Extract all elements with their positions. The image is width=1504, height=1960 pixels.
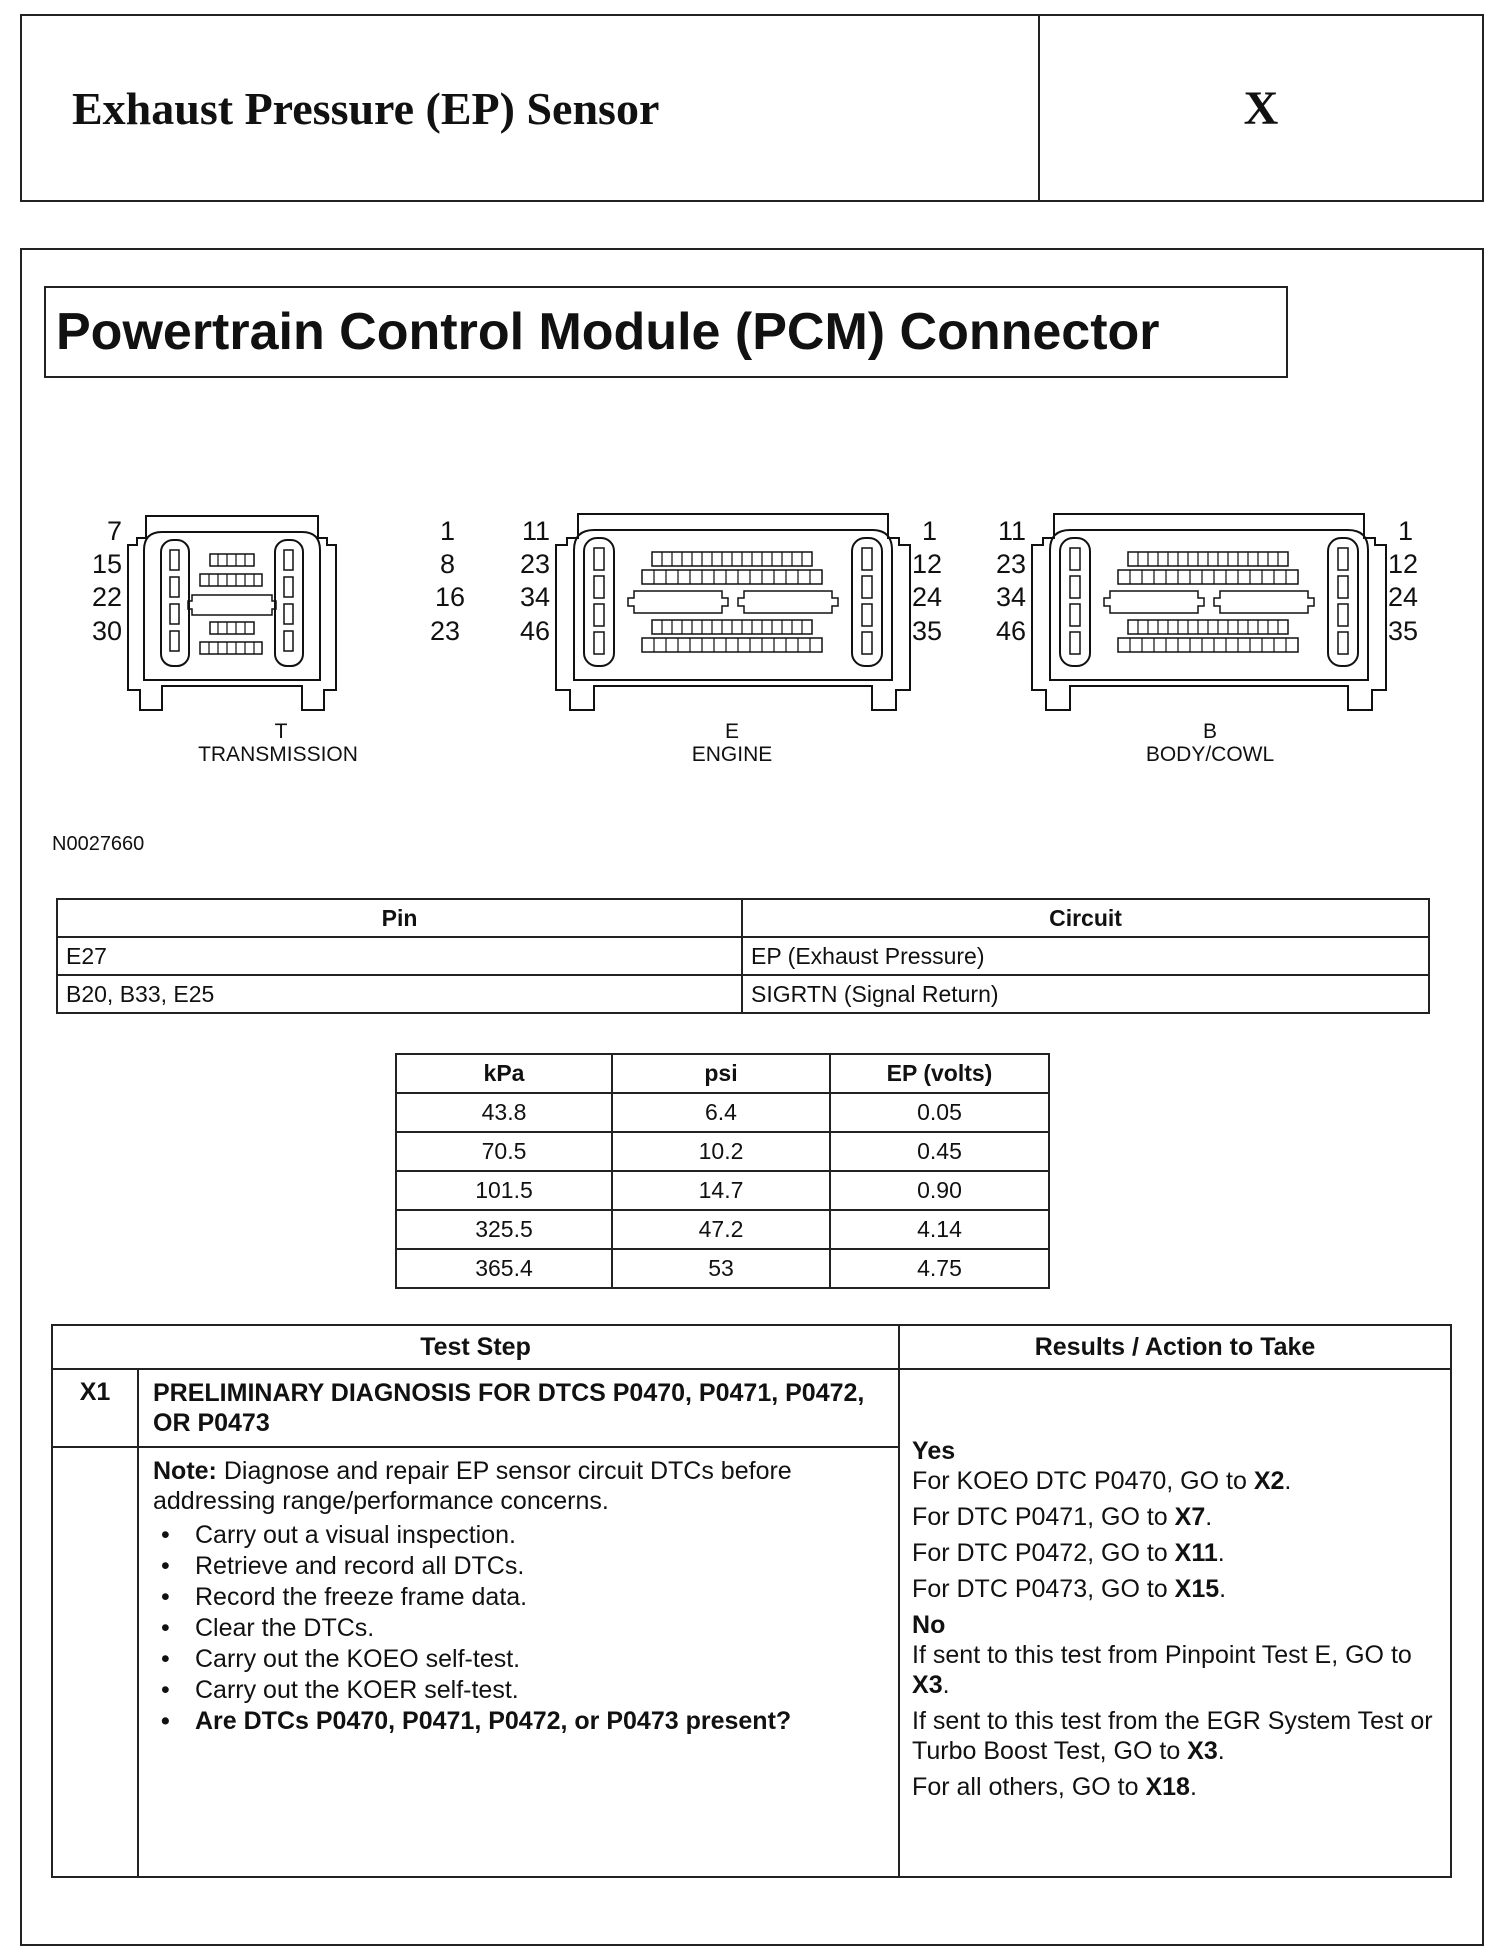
connector-letter: B — [1202, 720, 1218, 743]
pin-label: 12 — [912, 549, 943, 579]
pin-label: 1 — [440, 516, 456, 546]
column-header-test-step: Test Step — [52, 1325, 899, 1369]
volts-cell: 0.90 — [830, 1171, 1049, 1210]
test-step-table — [51, 1324, 1452, 1878]
list-item: • Retrieve and record all DTCs. — [153, 1551, 884, 1582]
pin-label: 11 — [521, 516, 550, 546]
psi-cell: 6.4 — [612, 1093, 830, 1132]
pin-label: 7 — [106, 516, 122, 546]
list-item: • Carry out a visual inspection. — [153, 1520, 884, 1551]
volts-cell: 4.75 — [830, 1249, 1049, 1288]
connector-letter: T — [274, 720, 288, 743]
table-row — [57, 975, 1429, 1013]
pin-label: 15 — [91, 549, 122, 579]
kpa-cell: 101.5 — [396, 1171, 612, 1210]
kpa-cell: 325.5 — [396, 1210, 612, 1249]
volts-cell: 4.14 — [830, 1210, 1049, 1249]
list-item: • Clear the DTCs. — [153, 1613, 884, 1644]
table-row — [396, 1210, 1049, 1249]
step-title: PRELIMINARY DIAGNOSIS FOR DTCS P0470, P0471, P0472, OR P0473 — [138, 1369, 899, 1447]
kpa-cell: 43.8 — [396, 1093, 612, 1132]
list-item: • Carry out the KOER self-test. — [153, 1675, 884, 1706]
connector-name: BODY/COWL — [1145, 743, 1275, 766]
pin-label: 1 — [922, 516, 938, 546]
body-cowl-connector — [996, 514, 1418, 766]
pin-label: 16 — [435, 582, 466, 612]
table-row — [396, 1249, 1049, 1288]
result-item: If sent to this test from Pinpoint Test E, GO to X3. — [912, 1641, 1412, 1699]
pin-label: 23 — [430, 616, 461, 646]
result-item: For DTC P0471, GO to X7. — [912, 1503, 1213, 1531]
step-list — [153, 1520, 884, 1737]
volts-cell: 0.45 — [830, 1132, 1049, 1171]
kpa-cell: 365.4 — [396, 1249, 612, 1288]
column-header-kpa: kPa — [396, 1054, 612, 1093]
note: Note: Diagnose and repair EP sensor circuit DTCs before addressing range/performance concerns. — [153, 1457, 792, 1515]
column-header-psi: psi — [612, 1054, 830, 1093]
psi-cell: 47.2 — [612, 1210, 830, 1249]
column-header-ep-volts: EP (volts) — [830, 1054, 1049, 1093]
psi-cell: 10.2 — [612, 1132, 830, 1171]
pin-label: 8 — [440, 549, 456, 579]
document-code: X — [1243, 81, 1279, 135]
circuit-cell: EP (Exhaust Pressure) — [742, 937, 1429, 975]
section-title: Powertrain Control Module (PCM) Connector — [44, 286, 1288, 378]
psi-cell: 14.7 — [612, 1171, 830, 1210]
result-item: If sent to this test from the EGR System Test or Turbo Boost Test, GO to X3. — [912, 1707, 1433, 1765]
no-label: No — [912, 1611, 946, 1639]
pin-label: 11 — [997, 516, 1026, 546]
result-item: For DTC P0472, GO to X11. — [912, 1539, 1225, 1567]
table-row — [396, 1132, 1049, 1171]
step-body — [138, 1447, 899, 1877]
connector-name: TRANSMISSION — [198, 743, 358, 766]
kpa-cell: 70.5 — [396, 1132, 612, 1171]
connector-letter: E — [724, 720, 740, 743]
pin-label: 23 — [519, 549, 550, 579]
document-header — [20, 14, 1484, 202]
table-row — [57, 937, 1429, 975]
pin-label: 35 — [912, 616, 943, 646]
column-header-circuit: Circuit — [742, 899, 1429, 937]
result-item: For DTC P0473, GO to X15. — [912, 1575, 1227, 1603]
pin-circuit-table — [56, 898, 1430, 1014]
table-row — [396, 1171, 1049, 1210]
document-title: Exhaust Pressure (EP) Sensor — [22, 16, 1040, 200]
column-header-pin: Pin — [57, 899, 742, 937]
pressure-voltage-table — [395, 1053, 1050, 1289]
volts-cell: 0.05 — [830, 1093, 1049, 1132]
pin-label: 34 — [995, 582, 1026, 612]
engine-connector — [520, 514, 942, 766]
pin-label: 46 — [995, 616, 1026, 646]
transmission-connector — [92, 516, 465, 766]
pcm-connector-diagram — [22, 250, 1482, 810]
pin-label: 35 — [1388, 616, 1419, 646]
pin-label: 46 — [519, 616, 550, 646]
pin-label: 22 — [91, 582, 122, 612]
pin-label: 12 — [1388, 549, 1419, 579]
pin-label: 34 — [519, 582, 550, 612]
result-item: For all others, GO to X18. — [912, 1773, 1197, 1801]
step-id-spacer — [52, 1447, 138, 1877]
pin-label: 24 — [1388, 582, 1419, 612]
psi-cell: 53 — [612, 1249, 830, 1288]
table-row — [396, 1093, 1049, 1132]
result-item: For KOEO DTC P0470, GO to X2. — [912, 1467, 1292, 1495]
pin-label: 24 — [912, 582, 943, 612]
figure-id: N0027660 — [52, 833, 145, 855]
list-item: • Record the freeze frame data. — [153, 1582, 884, 1613]
results-cell — [899, 1369, 1451, 1877]
column-header-results: Results / Action to Take — [899, 1325, 1451, 1369]
pin-label: 1 — [1398, 516, 1414, 546]
main-content — [20, 248, 1484, 1946]
connector-name: ENGINE — [691, 743, 773, 766]
yes-label: Yes — [912, 1437, 956, 1465]
circuit-cell: SIGRTN (Signal Return) — [742, 975, 1429, 1013]
list-item: • Carry out the KOEO self-test. — [153, 1644, 884, 1675]
pin-cell: B20, B33, E25 — [57, 975, 742, 1013]
step-id: X1 — [52, 1369, 138, 1447]
pin-label: 23 — [995, 549, 1026, 579]
step-question: • Are DTCs P0470, P0471, P0472, or P0473 present? — [153, 1706, 884, 1737]
pin-label: 30 — [91, 616, 122, 646]
pin-cell: E27 — [57, 937, 742, 975]
